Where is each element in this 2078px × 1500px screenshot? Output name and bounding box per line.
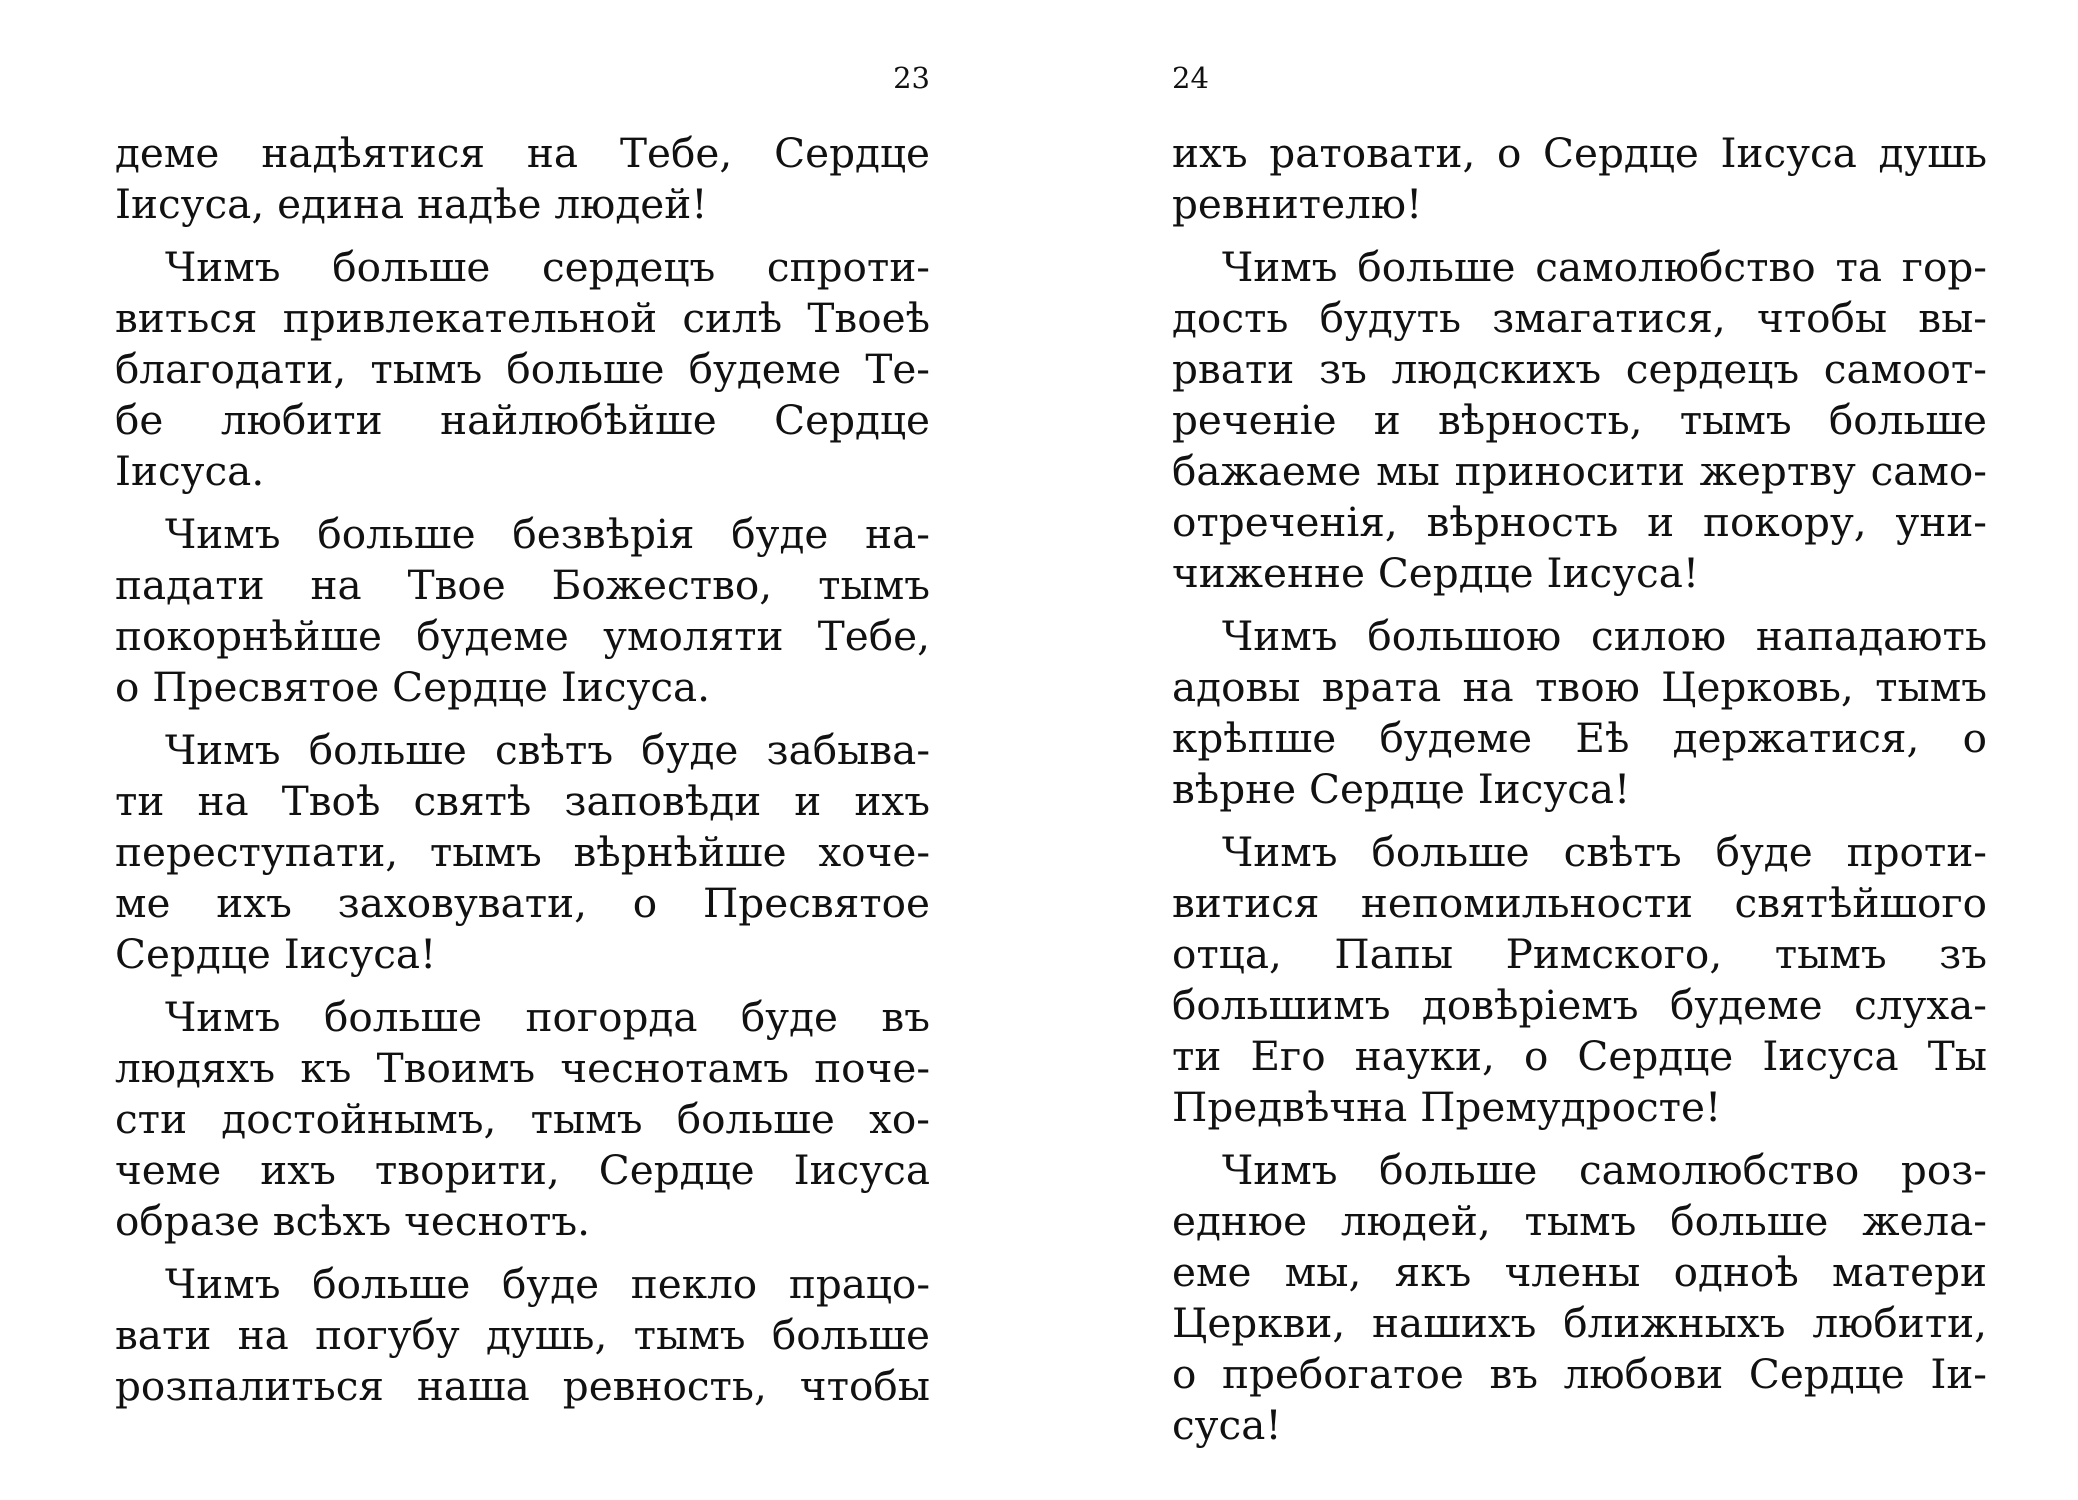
text-line: отца, Папы Римского, тымъ зъ: [1172, 930, 1987, 978]
text-line: деме надѣятися на Тебе, Сердце: [115, 129, 930, 177]
text-line: рвати зъ людскихъ сердецъ самоот-: [1172, 345, 1987, 393]
text-line: Церкви, нашихъ ближныхъ любити,: [1172, 1299, 1987, 1347]
text-line: бе любити найлюбѣйше Сердце: [115, 396, 930, 444]
paragraph: [1172, 1145, 1987, 1451]
text-line: ревнителю!: [1172, 180, 1423, 228]
text-line: Чимъ больше свѣтъ буде забыва-: [165, 726, 930, 774]
text-line: образе всѣхъ чеснотъ.: [115, 1197, 591, 1245]
paragraph: [115, 128, 930, 230]
text-line: розпалиться наша ревность, чтобы: [115, 1362, 930, 1410]
text-line: крѣпше будеме Еѣ держатися, о: [1172, 714, 1987, 762]
paragraph: [115, 242, 930, 497]
text-line: дость будуть змагатися, чтобы вы-: [1172, 294, 1987, 342]
page-number: 24: [1172, 61, 1209, 95]
left-page: [115, 0, 930, 1500]
text-line: Сердце Іисуса!: [115, 930, 437, 978]
text-line: благодати, тымъ больше будеме Те-: [115, 345, 930, 393]
paragraph: [1172, 242, 1987, 599]
paragraph: [1172, 611, 1987, 815]
text-line: сти достойнымъ, тымъ больше хо-: [115, 1095, 930, 1143]
paragraph: [115, 992, 930, 1247]
paragraph: [115, 1259, 930, 1412]
paragraph: [1172, 128, 1987, 230]
text-line: Чимъ больше буде пекло працо-: [165, 1260, 930, 1308]
text-line: Чимъ больше безвѣрія буде на-: [165, 510, 930, 558]
text-line: о Пресвятое Сердце Іисуса.: [115, 663, 711, 711]
page-text: [115, 128, 930, 1424]
paragraph: [115, 725, 930, 980]
text-line: Іисуса.: [115, 447, 265, 495]
right-page: [1172, 0, 1987, 1500]
text-line: ме ихъ заховувати, о Пресвятое: [115, 879, 930, 927]
text-line: переступати, тымъ вѣрнѣйше хоче-: [115, 828, 930, 876]
text-line: падати на Твое Божество, тымъ: [115, 561, 930, 609]
page-number: 23: [893, 61, 930, 95]
text-line: чеме ихъ творити, Сердце Іисуса: [115, 1146, 930, 1194]
text-line: Чимъ больше свѣтъ буде проти-: [1222, 828, 1987, 876]
page-text: [1172, 128, 1987, 1463]
paragraph: [115, 509, 930, 713]
text-line: адовы врата на твою Церковь, тымъ: [1172, 663, 1987, 711]
text-line: вѣрне Сердце Іисуса!: [1172, 765, 1631, 813]
text-line: ти Его науки, о Сердце Іисуса Ты: [1172, 1032, 1987, 1080]
text-line: еме мы, якъ члены однoѣ матери: [1172, 1248, 1987, 1296]
text-line: бажаеме мы приносити жертву само-: [1172, 447, 1987, 495]
text-line: Чимъ большою силою нападають: [1222, 612, 1987, 660]
text-line: Предвѣчна Премудросте!: [1172, 1083, 1722, 1131]
text-line: отреченія, вѣрность и покору, уни-: [1172, 498, 1987, 546]
text-line: большимъ довѣріемъ будеме слуха-: [1172, 981, 1987, 1029]
text-line: Чимъ больше самолюбство роз-: [1222, 1146, 1987, 1194]
text-line: витися непомильности святѣйшого: [1172, 879, 1987, 927]
text-line: ихъ ратовати, о Сердце Іисуса душь: [1172, 129, 1987, 177]
text-line: Чимъ больше самолюбство та гор-: [1222, 243, 1987, 291]
text-line: суса!: [1172, 1401, 1282, 1449]
text-line: Іисуса, едина надѣе людей!: [115, 180, 708, 228]
text-line: Чимъ больше сердецъ спроти-: [165, 243, 930, 291]
text-line: покорнѣйше будеме умоляти Тебе,: [115, 612, 930, 660]
text-line: Чимъ больше погорда буде въ: [165, 993, 930, 1041]
text-line: виться привлекательной силѣ Твоеѣ: [115, 294, 930, 342]
text-line: вати на погубу душь, тымъ больше: [115, 1311, 930, 1359]
text-line: чиженне Сердце Іисуса!: [1172, 549, 1700, 597]
text-line: людяхъ къ Твоимъ чеснотамъ поче-: [115, 1044, 930, 1092]
paragraph: [1172, 827, 1987, 1133]
text-line: о пребогатое въ любови Сердце Іи-: [1172, 1350, 1987, 1398]
text-line: еднюе людей, тымъ больше жела-: [1172, 1197, 1987, 1245]
text-line: реченіе и вѣрность, тымъ больше: [1172, 396, 1987, 444]
text-line: ти на Твоѣ святѣ заповѣди и ихъ: [115, 777, 930, 825]
